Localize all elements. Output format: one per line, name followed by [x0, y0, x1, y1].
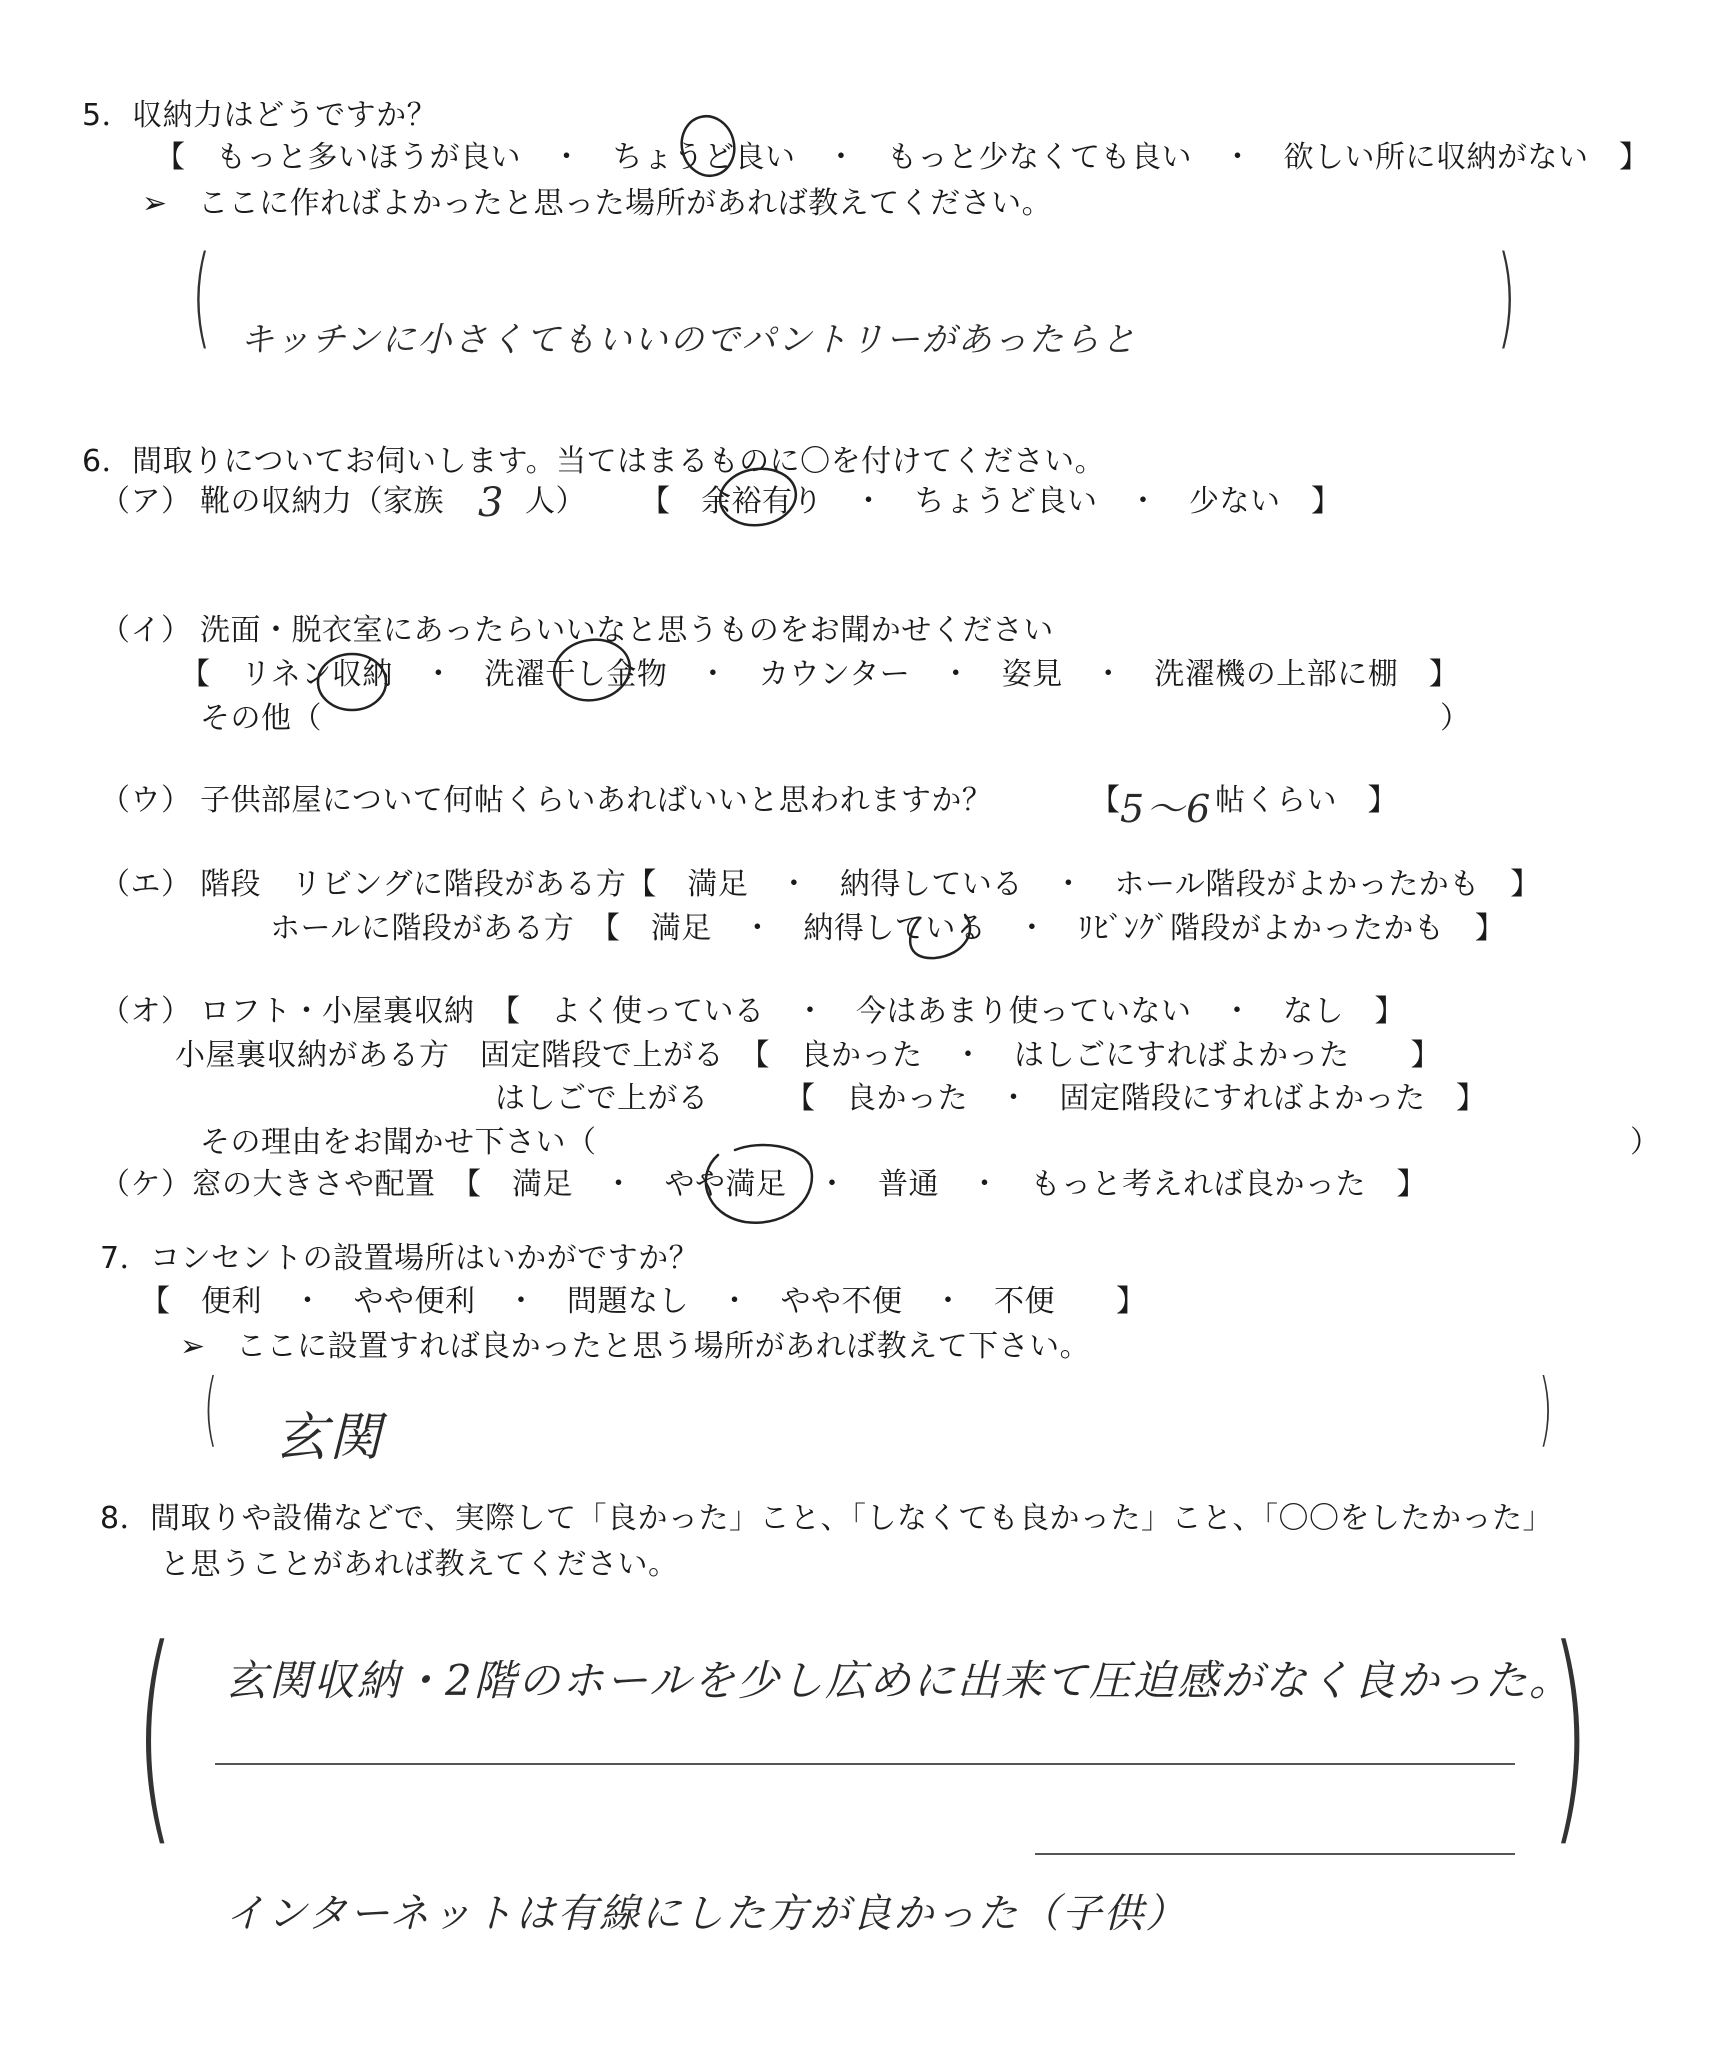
q5-answer-close-paren: ) [1496, 232, 1517, 360]
q5-title: 5．収納力はどうですか？ [82, 98, 438, 133]
q6-o-reason-close: ） [1630, 1125, 1661, 1160]
q6-e-line1: 階段 リビングに階段がある方【 満足 ・ 納得している ・ ホール階段がよかったかも 】 [200, 867, 1541, 902]
q7-answer-close-paren: ) [1538, 1362, 1553, 1455]
q6-u-bracket-open: 【 [1090, 783, 1121, 818]
q6-a-label: （ア） [100, 484, 192, 519]
q8-answer-close-paren: ) [1549, 1601, 1591, 1868]
q5-answer[interactable]: キッチンに小さくてもいいのでパントリーがあったらと [240, 320, 1138, 360]
q6-o-line1: ロフト・小屋裏収納 【 よく使っている ・ 今はあまり使っていない ・ なし 】 [200, 994, 1405, 1029]
q6-e-line2: ホールに階段がある方 【 満足 ・ 納得している ・ ﾘﾋﾞﾝｸﾞ階段がよかったかも 】 [270, 911, 1506, 946]
q8-answer-line2[interactable]: インターネットは有線にした方が良かった（子供） [225, 1891, 1188, 1937]
q6-a-options: 【 余裕有り ・ ちょうど良い ・ 少ない 】 [640, 484, 1342, 519]
q8-answer-open-paren: ( [134, 1601, 176, 1868]
q8-answer-line1[interactable]: 玄関収納・2階のホールを少し広めに出来て圧迫感がなく良かった。 [225, 1656, 1573, 1705]
q7-title: 7．コンセントの設置場所はいかがですか？ [100, 1241, 700, 1276]
q6-o-reason: その理由をお聞かせ下さい（ [200, 1125, 597, 1160]
q7-prompt: ➢ ここに設置すれば良かったと思う場所があれば教えて下さい。 [180, 1329, 1091, 1364]
q5-options: 【 もっと多いほうが良い ・ ちょうど良い ・ もっと少なくても良い ・ 欲しい所に収納がない 】 [155, 140, 1650, 175]
q6-i-other: その他（ [200, 701, 322, 736]
q5-prompt: ➢ ここに作ればよかったと思った場所があれば教えてください。 [142, 186, 1053, 221]
q7-options: 【 便利 ・ やや便利 ・ 問題なし ・ やや不便 ・ 不便 】 [140, 1284, 1147, 1319]
q8-answer-rule-2 [1035, 1853, 1515, 1855]
q6-u-label: （ウ） [100, 783, 192, 818]
q6-o-label: （オ） [100, 994, 192, 1029]
q6-u-answer[interactable]: 5〜6 [1120, 787, 1213, 831]
q8-answer-rule-1 [215, 1763, 1515, 1765]
q6-a-unit: 人） [525, 484, 586, 519]
q6-e-label: （エ） [100, 867, 192, 902]
q8-title-line1: 8．間取りや設備などで、実際して「良かった」こと、「しなくても良かった」こと、「〇〇をしたかった」 [100, 1501, 1553, 1536]
q8-title-line2: と思うことがあれば教えてください。 [160, 1547, 679, 1582]
q6-ke-line: （ケ）窓の大きさや配置 【 満足 ・ やや満足 ・ 普通 ・ もっと考えれば良かった 】 [100, 1167, 1427, 1202]
q6-i-options: 【 リネン収納 ・ 洗濯干し金物 ・ カウンター ・ 姿見 ・ 洗濯機の上部に棚 】 [180, 657, 1460, 692]
q7-answer-open-paren: ( [203, 1362, 218, 1455]
q6-i-text: 洗面・脱衣室にあったらいいなと思うものをお聞かせください [200, 613, 1054, 648]
q6-o-line2: 小屋裏収納がある方 固定階段で上がる 【 良かった ・ はしごにすればよかった 】 [175, 1038, 1441, 1073]
q5-answer-open-paren: ( [191, 232, 212, 360]
q6-u-unit: 帖くらい 】 [1215, 783, 1398, 818]
q6-title: 6．間取りについてお伺いします。当てはまるものに〇を付けてください。 [82, 444, 1106, 479]
q6-i-other-close: ） [1440, 701, 1471, 736]
q6-o-line3: はしごで上がる 【 良かった ・ 固定階段にすればよかった 】 [495, 1081, 1487, 1116]
q7-answer[interactable]: 玄関 [275, 1408, 384, 1468]
q6-i-label: （イ） [100, 613, 192, 648]
q6-a-text: 靴の収納力（家族 [200, 484, 444, 519]
q6-a-family-count[interactable]: 3 [478, 480, 506, 526]
q6-u-text: 子供部屋について何帖くらいあればいいと思われますか？ [200, 783, 993, 818]
